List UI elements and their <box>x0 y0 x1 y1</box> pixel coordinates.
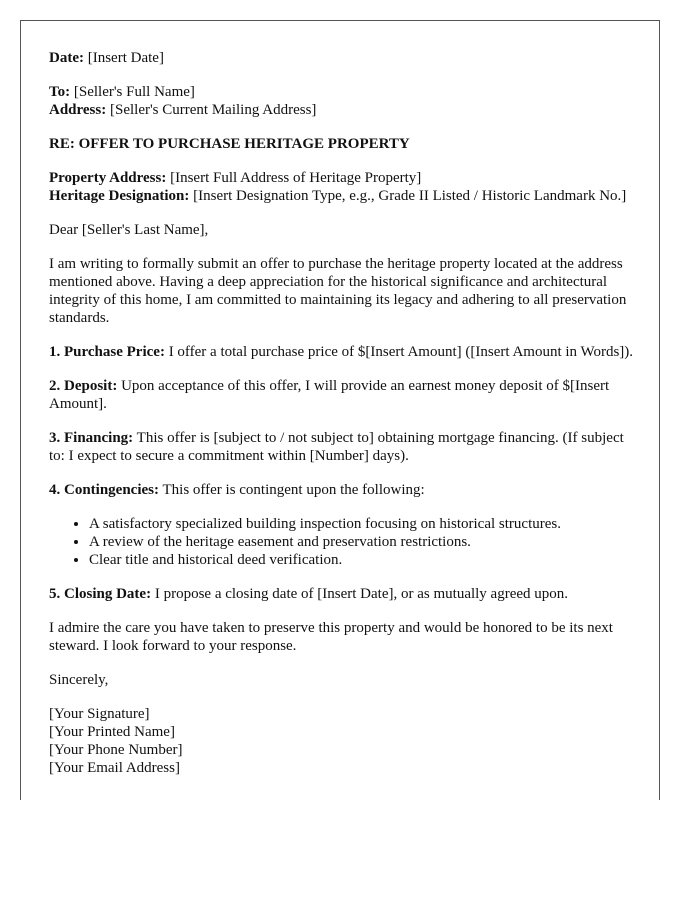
contingency-list <box>49 515 639 569</box>
term-text: This offer is [subject to / not subject to] obtaining mortgage financing. (If subject to: I expect to secure a commitment within [Number] days). <box>49 430 624 464</box>
letter-page <box>20 20 660 800</box>
heritage-designation-value: [Insert Designation Type, e.g., Grade II Listed / Historic Landmark No.] <box>193 188 627 204</box>
term-text: Upon acceptance of this offer, I will provide an earnest money deposit of $[Insert Amount]. <box>49 378 610 412</box>
signoff: Sincerely, <box>49 672 109 688</box>
date-line <box>49 49 639 67</box>
closing-paragraph: I admire the care you have taken to preserve this property and would be honored to be its next steward. I look forward to your response. <box>49 620 613 654</box>
subject-line: RE: OFFER TO PURCHASE HERITAGE PROPERTY <box>49 136 410 152</box>
list-item: • A review of the heritage easement and preservation restrictions. <box>89 533 639 551</box>
email-address-line: [Your Email Address] <box>49 760 180 776</box>
term-text: This offer is contingent upon the following: <box>162 482 425 498</box>
term-deposit <box>49 377 639 413</box>
term-label: 3. Financing: <box>49 430 134 446</box>
intro-paragraph: I am writing to formally submit an offer to purchase the heritage property located at the address mentioned above. Having a deep appreciation for the historical significance and architectural integrity of this home, I am committed to maintaining its legacy and adhering to all preservation standards. <box>49 256 627 326</box>
term-label: 2. Deposit: <box>49 378 118 394</box>
date-value: [Insert Date] <box>87 50 164 66</box>
salutation: Dear [Seller's Last Name], <box>49 222 209 238</box>
term-closing-date <box>49 585 639 603</box>
property-address-value: [Insert Full Address of Heritage Property] <box>170 170 422 186</box>
list-item: • A satisfactory specialized building inspection focusing on historical structures. <box>89 515 639 533</box>
date-label: Date: <box>49 50 84 66</box>
address-label: Address: <box>49 102 107 118</box>
phone-number-line: [Your Phone Number] <box>49 742 183 758</box>
heritage-designation-label: Heritage Designation: <box>49 188 190 204</box>
term-financing <box>49 429 639 465</box>
term-contingencies <box>49 481 639 499</box>
recipient-block <box>49 83 639 119</box>
term-label: 1. Purchase Price: <box>49 344 165 360</box>
term-label: 5. Closing Date: <box>49 586 152 602</box>
term-text: I offer a total purchase price of $[Insert Amount] ([Insert Amount in Words]). <box>168 344 634 360</box>
signature-line: [Your Signature] <box>49 706 150 722</box>
property-address-label: Property Address: <box>49 170 167 186</box>
term-label: 4. Contingencies: <box>49 482 159 498</box>
letter-content <box>49 49 639 793</box>
printed-name-line: [Your Printed Name] <box>49 724 175 740</box>
term-purchase-price <box>49 343 639 361</box>
property-block <box>49 169 639 205</box>
term-text: I propose a closing date of [Insert Date], or as mutually agreed upon. <box>154 586 569 602</box>
to-value: [Seller's Full Name] <box>73 84 195 100</box>
signature-block <box>49 705 639 777</box>
list-item: • Clear title and historical deed verification. <box>89 551 639 569</box>
to-label: To: <box>49 84 71 100</box>
address-value: [Seller's Current Mailing Address] <box>109 102 317 118</box>
